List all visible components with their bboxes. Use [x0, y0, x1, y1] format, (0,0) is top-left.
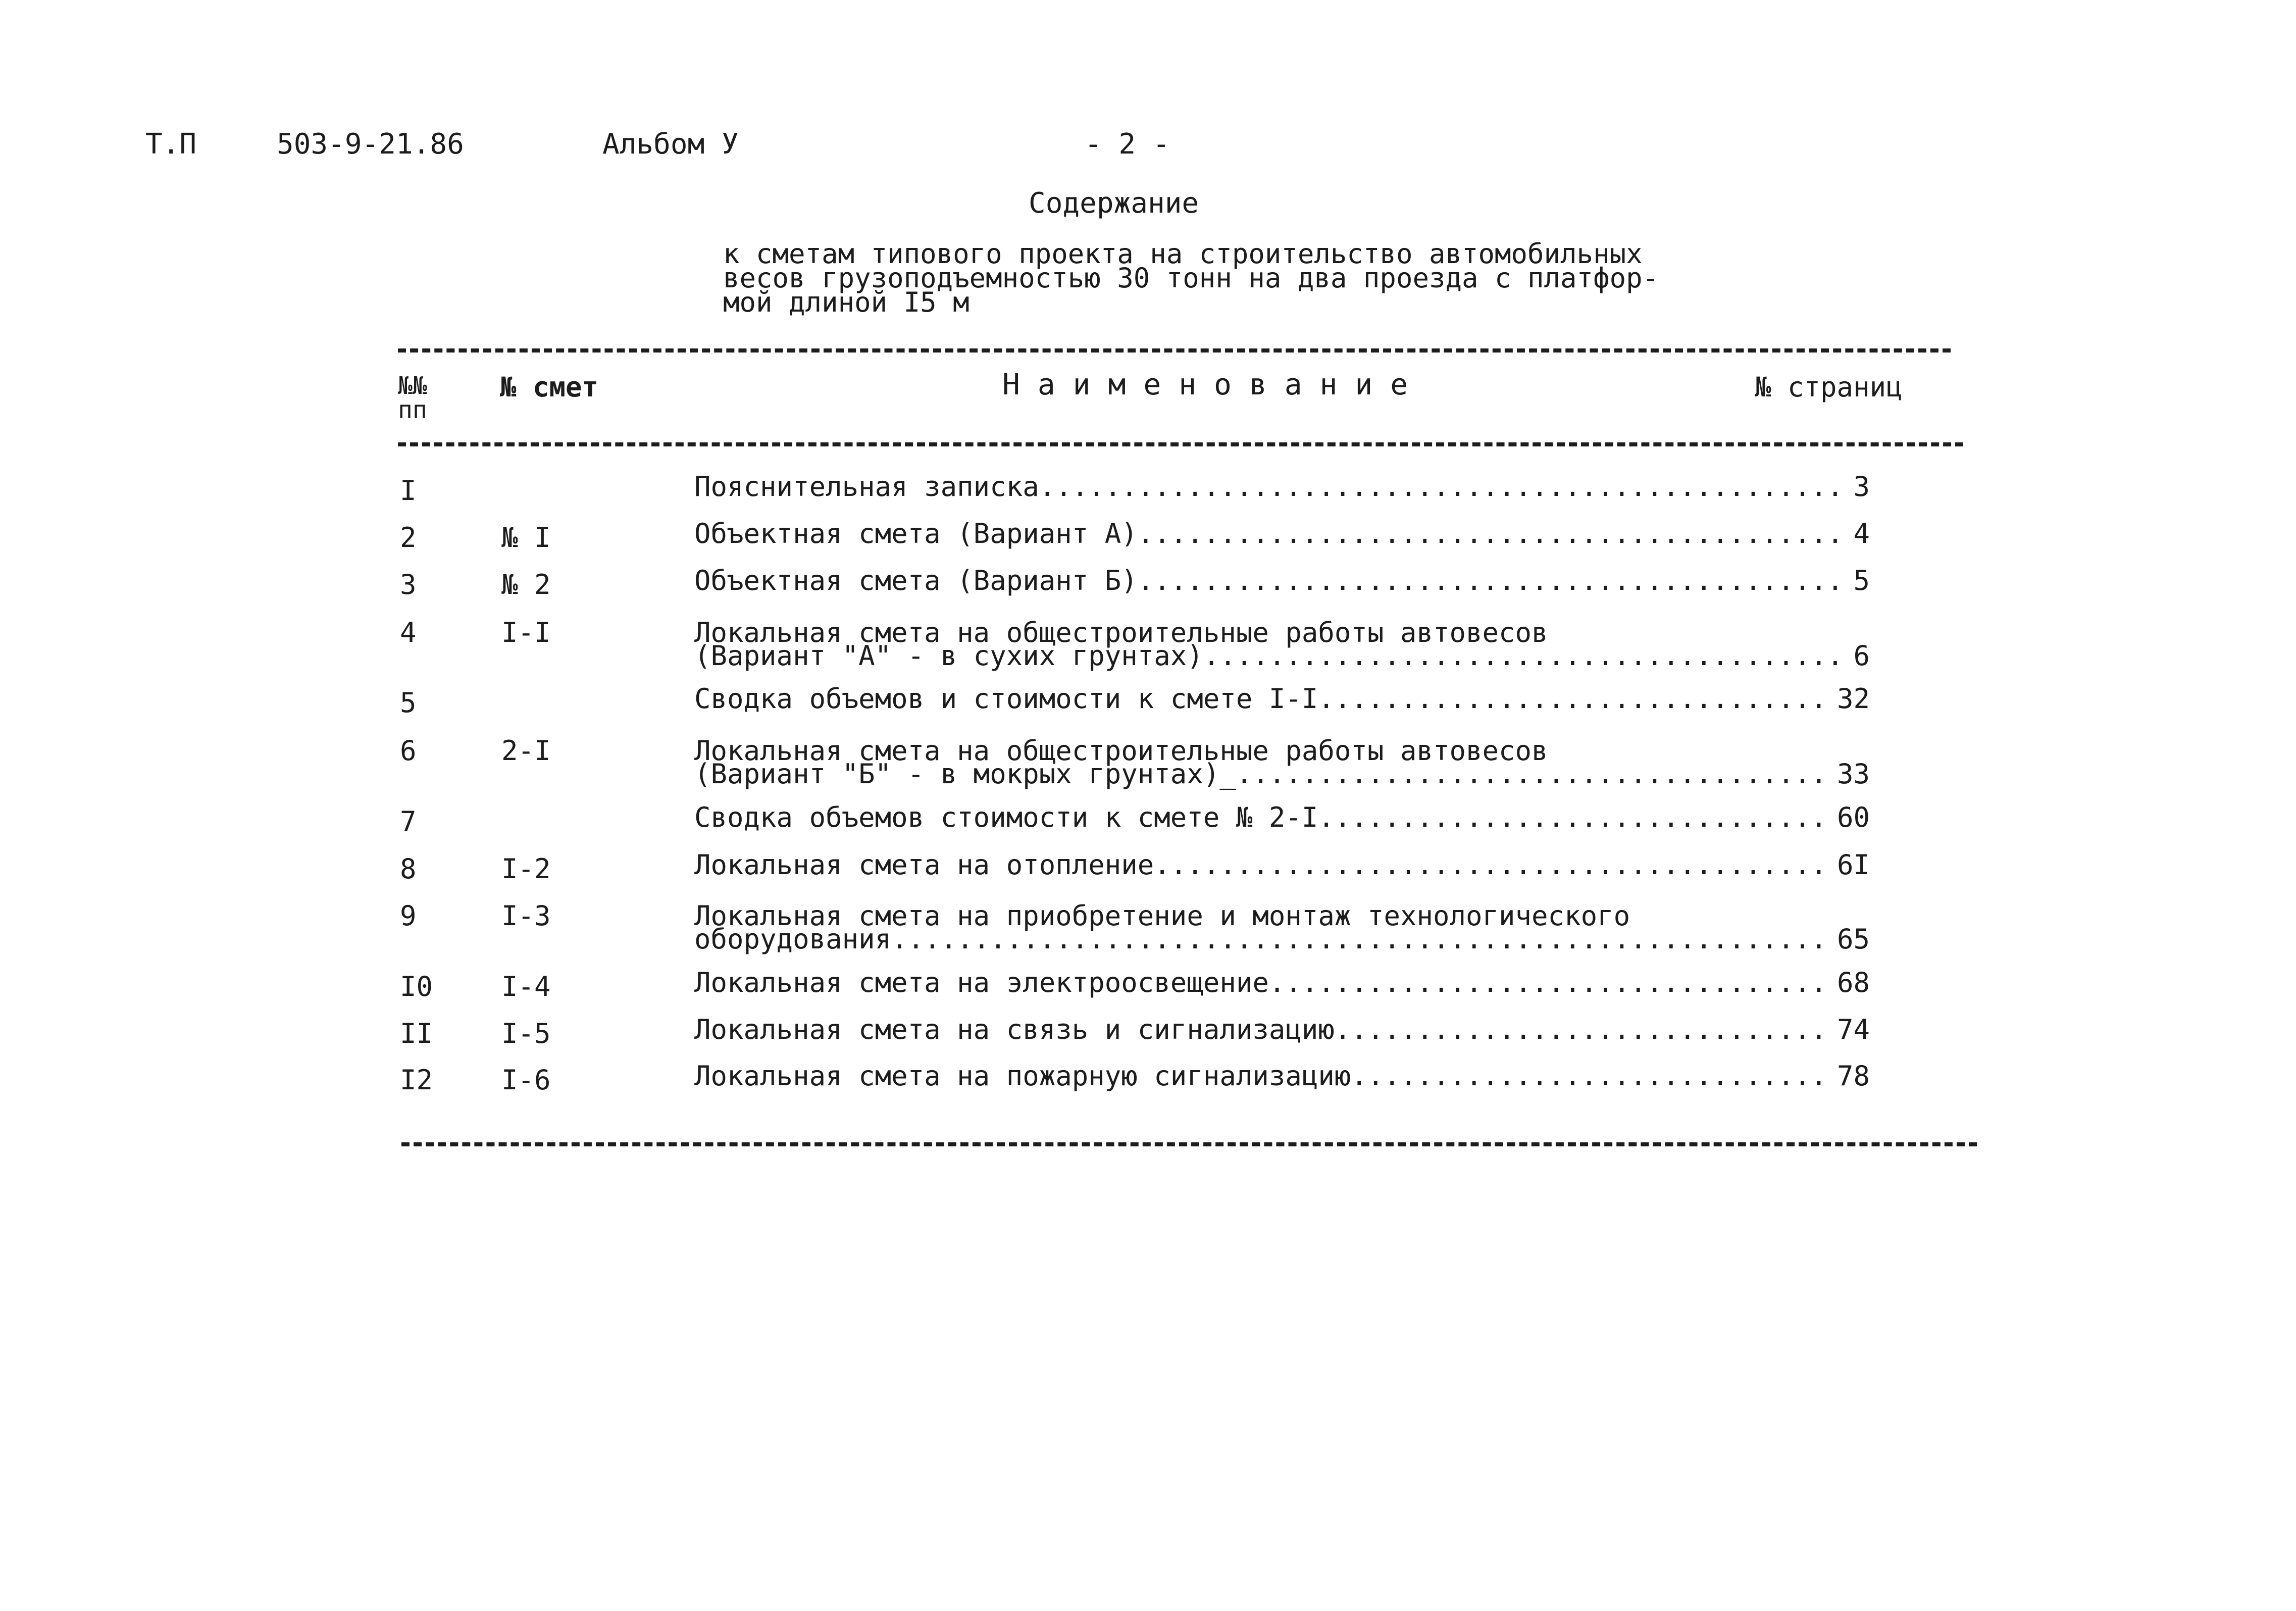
row-number: 5 [400, 687, 417, 719]
row-page: 78 [1836, 1060, 1870, 1092]
row-estimate: I-4 [501, 971, 551, 1002]
table-bottom-rule [401, 1142, 1977, 1146]
dot-leader [1236, 761, 1826, 788]
row-page: 3 [1853, 471, 1870, 502]
row-name: Локальная смета на пожарную сигнализацию [694, 1060, 1351, 1092]
row-number: 8 [400, 853, 417, 885]
row-name: Пояснительная записка [694, 471, 1039, 502]
row-page: 60 [1836, 801, 1870, 833]
row-number: 6 [400, 735, 417, 767]
row-name: (Вариант "Б" - в мокрых грунтах)_ [694, 758, 1236, 790]
row-name: Объектная смета (Вариант Б) [694, 565, 1138, 596]
page-title: Содержание [1029, 187, 1199, 220]
header-pages: № страниц [1755, 371, 1903, 403]
dot-leader [1039, 473, 1843, 500]
row-page: 6I [1836, 849, 1870, 881]
row-estimate: 2-I [501, 735, 551, 767]
dot-leader [1154, 851, 1826, 879]
row-estimate: I-I [501, 617, 551, 648]
dot-leader [1351, 1063, 1826, 1090]
dot-leader [1269, 969, 1826, 996]
page-number: - 2 - [1085, 128, 1170, 161]
row-number: 9 [400, 900, 417, 932]
dot-leader [1318, 804, 1826, 831]
row-number: I2 [400, 1064, 433, 1096]
dot-leader [1138, 567, 1843, 594]
row-estimate: I-5 [501, 1018, 551, 1049]
row-name: оборудования [694, 923, 892, 955]
row-name-line1: Локальная смета на общестроительные работы автовесов [694, 735, 1548, 767]
row-estimate: I-6 [501, 1064, 551, 1096]
dot-leader [1335, 1016, 1826, 1043]
row-number: 4 [400, 617, 417, 648]
dot-leader [1203, 642, 1843, 670]
subtitle-line-2: весов грузоподъемностью 30 тонн на два проезда с платфор- [723, 262, 1659, 294]
row-number: I [400, 475, 417, 507]
header-num-line2: пп [398, 396, 427, 424]
row-page: 32 [1836, 683, 1870, 715]
header-estimate: № смет [500, 371, 599, 403]
row-name: (Вариант "А" - в сухих грунтах) [694, 640, 1203, 672]
header-name: Н а и м е н о в а н и е [1002, 367, 1408, 401]
album-label: Альбом У [602, 128, 739, 161]
row-number: 7 [400, 805, 417, 837]
row-page: 6 [1853, 640, 1870, 672]
row-name: Объектная смета (Вариант А) [694, 518, 1138, 549]
series-label: Т.П [145, 128, 197, 161]
dot-leader [1318, 685, 1826, 713]
row-page: 33 [1836, 758, 1870, 790]
row-number: 2 [400, 522, 417, 553]
subtitle-line-1: к сметам типового проекта на строительство автомобильных [723, 238, 1643, 270]
row-number: II [400, 1018, 433, 1049]
row-page: 4 [1853, 518, 1870, 549]
row-name: Локальная смета на связь и сигнализацию [694, 1014, 1335, 1045]
row-estimate: № 2 [501, 569, 551, 600]
row-page: 74 [1836, 1014, 1870, 1045]
row-estimate: I-3 [501, 900, 551, 932]
row-name: Локальная смета на отопление [694, 849, 1154, 881]
dot-leader [891, 926, 1826, 953]
row-number: I0 [400, 971, 433, 1002]
row-number: 3 [400, 569, 417, 600]
header-num-line1: №№ [398, 372, 427, 400]
row-name: Локальная смета на электроосвещение [694, 967, 1269, 998]
table-top-rule [398, 348, 1951, 353]
project-code: 503-9-21.86 [277, 128, 464, 161]
row-name: Сводка объемов и стоимости к смете I-I [694, 683, 1318, 715]
row-estimate: № I [501, 522, 551, 553]
row-page: 65 [1836, 923, 1870, 955]
row-name-line1: Локальная смета на общестроительные работы автовесов [694, 617, 1548, 648]
row-name-line1: Локальная смета на приобретение и монтаж технологического [694, 900, 1630, 932]
row-name: Сводка объемов стоимости к смете № 2-I [694, 801, 1318, 833]
row-page: 5 [1853, 565, 1870, 596]
table-header-rule [398, 442, 1963, 446]
row-estimate: I-2 [501, 853, 551, 885]
subtitle-line-3: мой длиной I5 м [723, 286, 970, 318]
row-page: 68 [1836, 967, 1870, 998]
dot-leader [1138, 520, 1843, 547]
